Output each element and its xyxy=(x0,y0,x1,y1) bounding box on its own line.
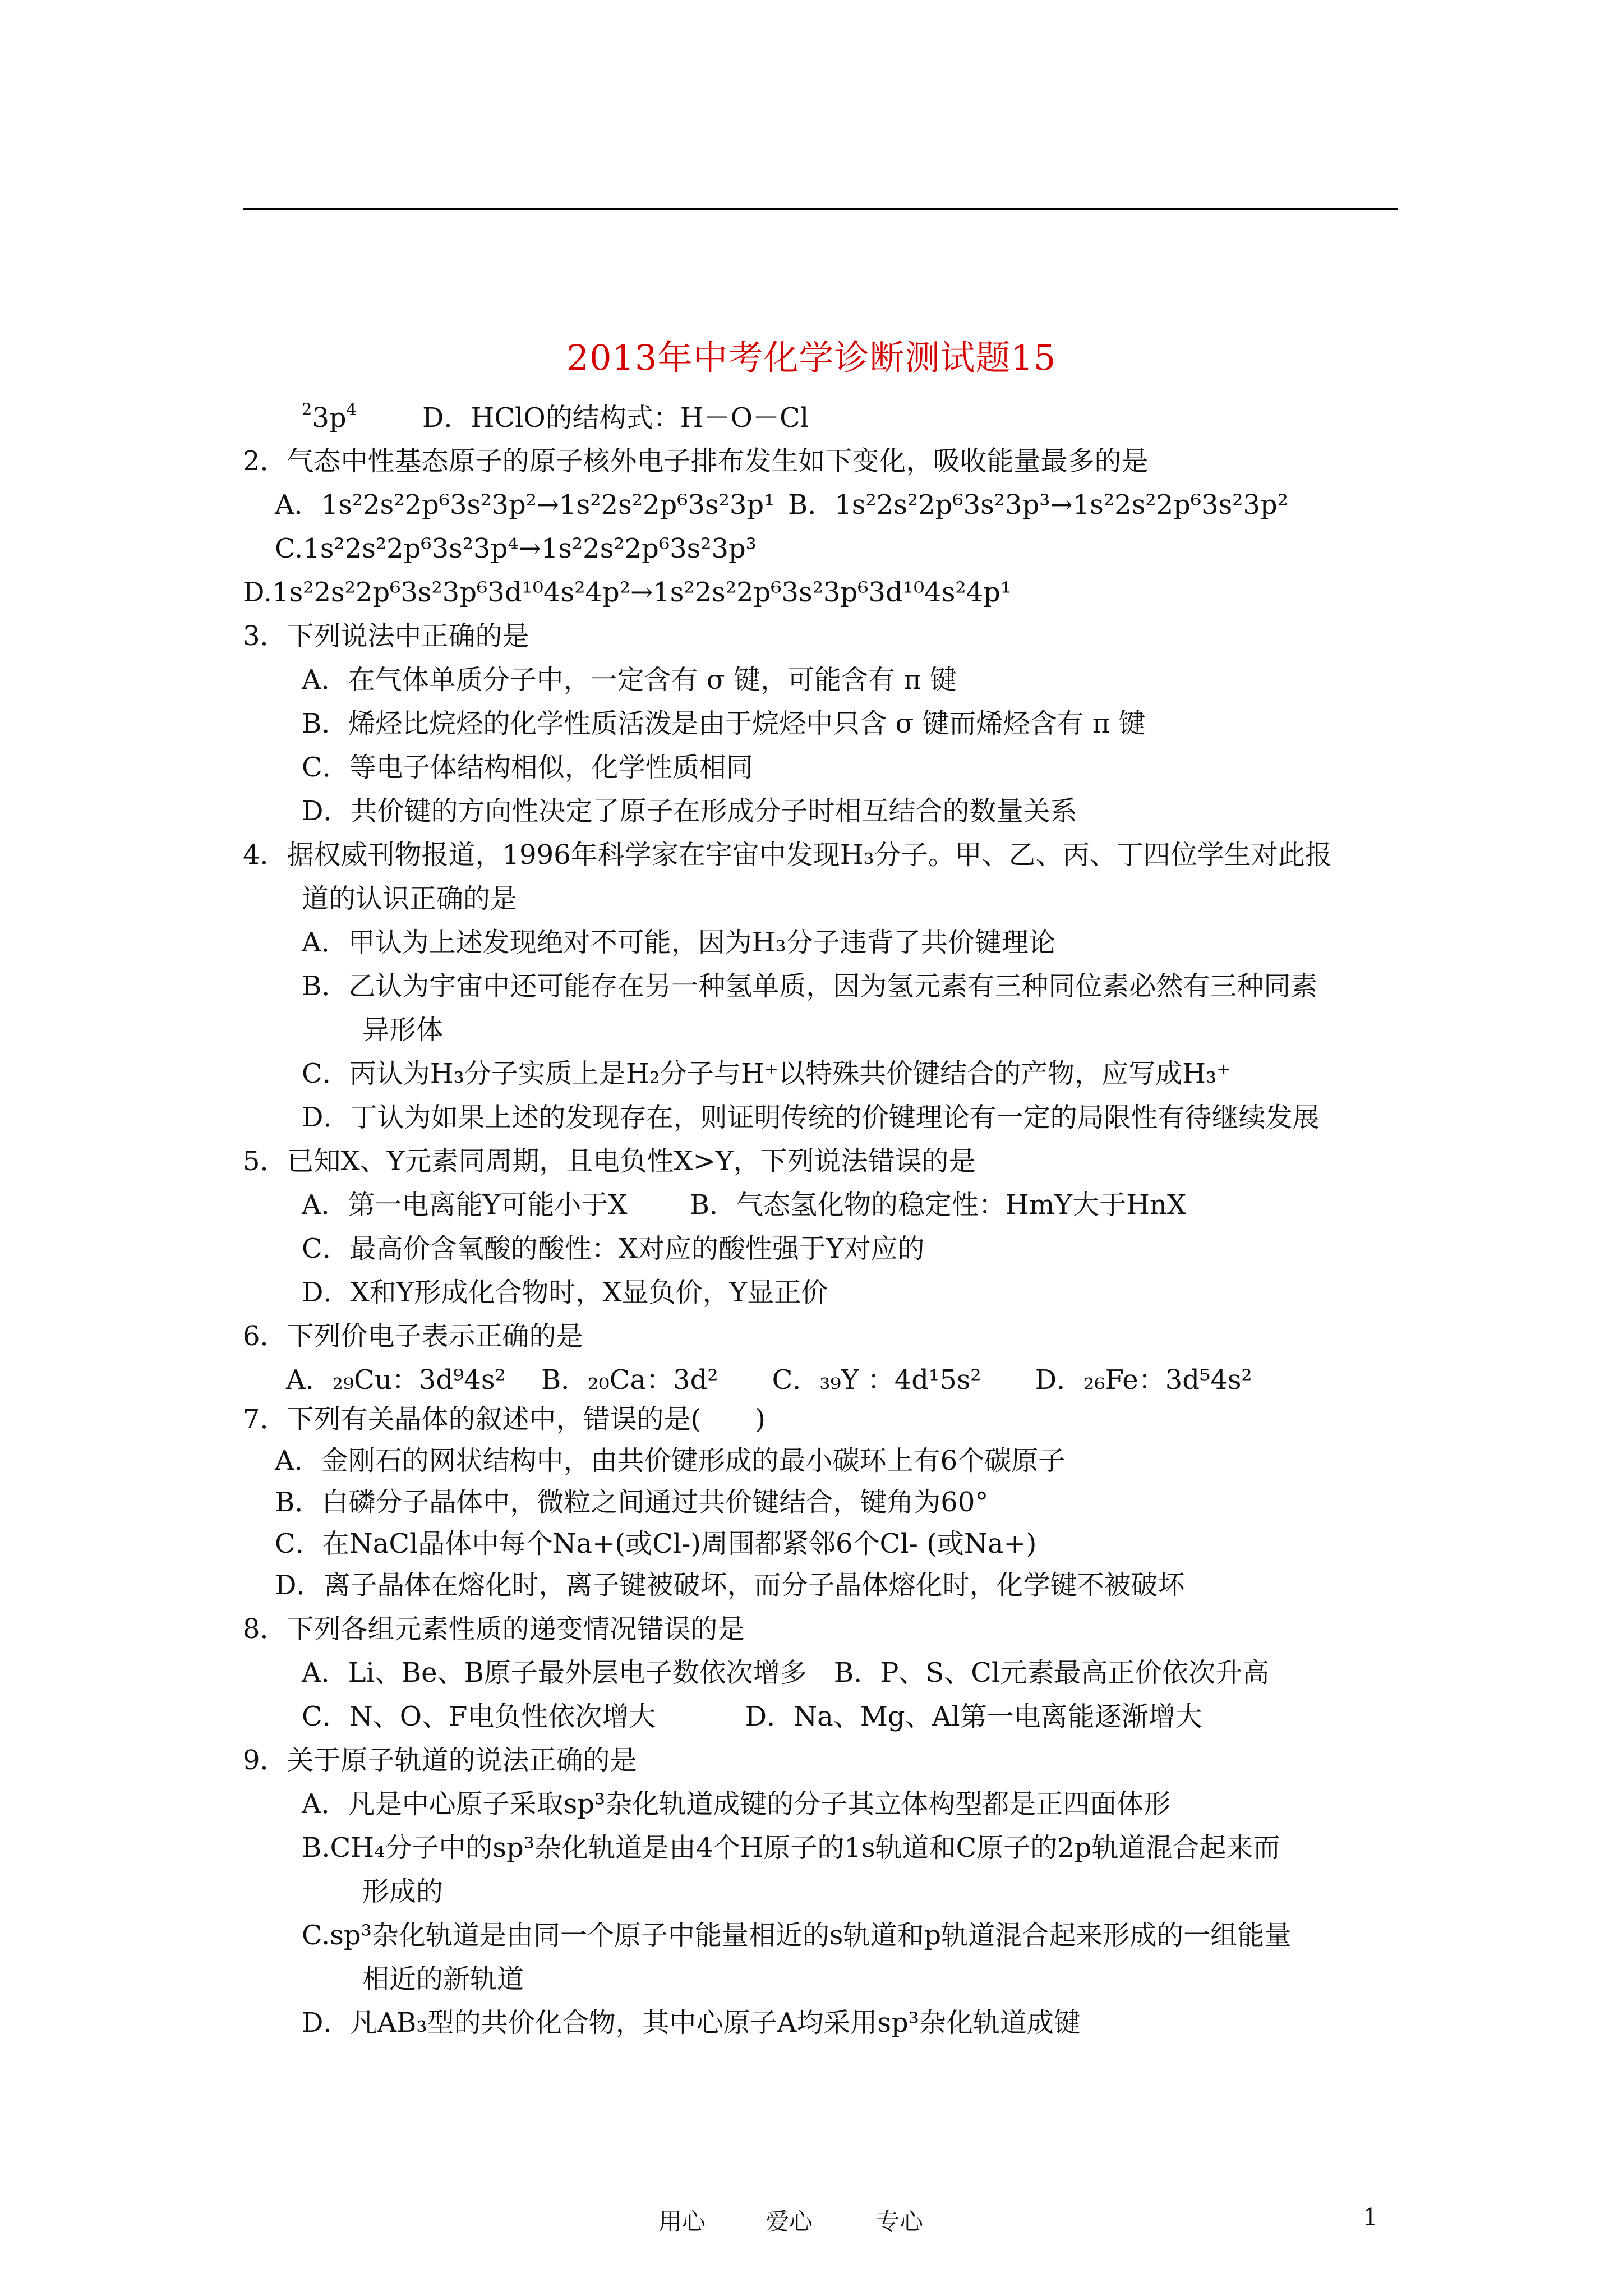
q8-stem: 8．下列各组元素性质的递变情况错误的是 xyxy=(243,1613,745,1645)
q4-option-a: A．甲认为上述发现绝对不可能，因为H₃分子违背了共价键理论 xyxy=(302,927,1055,958)
q9-stem: 9．关于原子轨道的说法正确的是 xyxy=(243,1745,637,1776)
q4-option-c: C．丙认为H₃分子实质上是H₂分子与H⁺以特殊共价键结合的产物，应写成H₃⁺ xyxy=(302,1058,1231,1089)
q3-option-a: A．在气体单质分子中，一定含有 σ 键，可能含有 π 键 xyxy=(302,664,957,696)
header-rule xyxy=(243,208,1398,210)
q3-option-d: D．共价键的方向性决定了原子在形成分子时相互结合的数量关系 xyxy=(302,795,1077,827)
q1-option-d: D．HClO的结构式：H－O－Cl xyxy=(422,402,809,434)
q4-option-b-cont: 异形体 xyxy=(362,1014,444,1046)
q5-option-d: D．X和Y形成化合物时，X显负价，Y显正价 xyxy=(302,1277,828,1308)
footer-mid: 爱心 xyxy=(766,2208,813,2235)
q9-option-c-cont: 相近的新轨道 xyxy=(362,1963,524,1995)
footer-left: 用心 xyxy=(658,2208,706,2235)
q2-option-c: C.1s²2s²2p⁶3s²3p⁴→1s²2s²2p⁶3s²3p³ xyxy=(275,533,757,564)
q9-option-b-cont: 形成的 xyxy=(362,1876,444,1907)
q4-option-b: B．乙认为宇宙中还可能存在另一种氢单质，因为氢元素有三种同位素必然有三种同素 xyxy=(302,970,1318,1002)
q4-stem-cont: 道的认识正确的是 xyxy=(302,883,518,914)
q5-options-ab: A．第一电离能Y可能小于X B．气态氢化物的稳定性：HmY大于HnX xyxy=(302,1189,1187,1221)
q7-option-c: C．在NaCl晶体中每个Na+(或Cl-)周围都紧邻6个Cl- (或Na+) xyxy=(275,1528,1037,1559)
q6-stem: 6．下列价电子表示正确的是 xyxy=(243,1320,583,1352)
q4-stem: 4．据权威刊物报道，1996年科学家在宇宙中发现H₃分子。甲、乙、丙、丁四位学生对此报 xyxy=(243,839,1332,871)
q7-stem: 7．下列有关晶体的叙述中，错误的是( ) xyxy=(243,1404,766,1435)
page-number: 1 xyxy=(1363,2203,1378,2231)
q1-tail-line: $^23p^4$ xyxy=(302,399,357,434)
q7-option-a: A．金刚石的网状结构中，由共价键形成的最小碳环上有6个碳原子 xyxy=(275,1445,1066,1476)
q3-option-c: C．等电子体结构相似，化学性质相同 xyxy=(302,752,753,783)
q5-option-c: C．最高价含氧酸的酸性：X对应的酸性强于Y对应的 xyxy=(302,1233,925,1264)
q3-stem: 3．下列说法中正确的是 xyxy=(243,620,529,652)
q8-options-cd: C．N、O、F电负性依次增大 D．Na、Mg、Al第一电离能逐渐增大 xyxy=(302,1701,1202,1732)
q8-options-ab: A．Li、Be、B原子最外层电子数依次增多 B．P、S、Cl元素最高正价依次升高 xyxy=(302,1657,1270,1688)
q7-option-b: B．白磷分子晶体中，微粒之间通过共价键结合，键角为60° xyxy=(275,1487,989,1518)
q2-option-d: D.1s²2s²2p⁶3s²3p⁶3d¹⁰4s²4p²→1s²2s²2p⁶3s²3p⁶3d¹⁰4s²4p¹ xyxy=(243,577,1012,608)
q2-stem: 2．气态中性基态原子的原子核外电子排布发生如下变化，吸收能量最多的是 xyxy=(243,445,1149,477)
q2-option-a: A．1s²2s²2p⁶3s²3p²→1s²2s²2p⁶3s²3p¹ xyxy=(275,489,775,521)
q7-option-d: D．离子晶体在熔化时，离子键被破坏，而分子晶体熔化时，化学键不被破坏 xyxy=(275,1570,1185,1601)
q2-option-b: B．1s²2s²2p⁶3s²3p³→1s²2s²2p⁶3s²3p² xyxy=(788,489,1289,521)
q3-option-b: B．烯烃比烷烃的化学性质活泼是由于烷烃中只含 σ 键而烯烃含有 π 键 xyxy=(302,708,1146,739)
q9-option-b: B.CH₄分子中的sp³杂化轨道是由4个H原子的1s轨道和C原子的2p轨道混合起来而 xyxy=(302,1832,1280,1864)
page-title: 2013年中考化学诊断测试题15 xyxy=(566,337,1057,378)
q9-option-a: A．凡是中心原子采取sp³杂化轨道成键的分子其立体构型都是正四面体形 xyxy=(302,1788,1171,1820)
q9-option-d: D．凡AB₃型的共价化合物，其中心原子A均采用sp³杂化轨道成键 xyxy=(302,2007,1081,2039)
footer-right: 专心 xyxy=(876,2208,924,2235)
q6-options: A．₂₉Cu：3d⁹4s² B．₂₀Ca：3d² C．₃₉Y ：4d¹5s² D．₂₆Fe：3d⁵4s² xyxy=(286,1364,1252,1396)
q4-option-d: D．丁认为如果上述的发现存在，则证明传统的价键理论有一定的局限性有待继续发展 xyxy=(302,1102,1320,1133)
q5-stem: 5．已知X、Y元素同周期，且电负性X>Y，下列说法错误的是 xyxy=(243,1145,976,1177)
q9-option-c: C.sp³杂化轨道是由同一个原子中能量相近的s轨道和p轨道混合起来形成的一组能量 xyxy=(302,1920,1292,1951)
